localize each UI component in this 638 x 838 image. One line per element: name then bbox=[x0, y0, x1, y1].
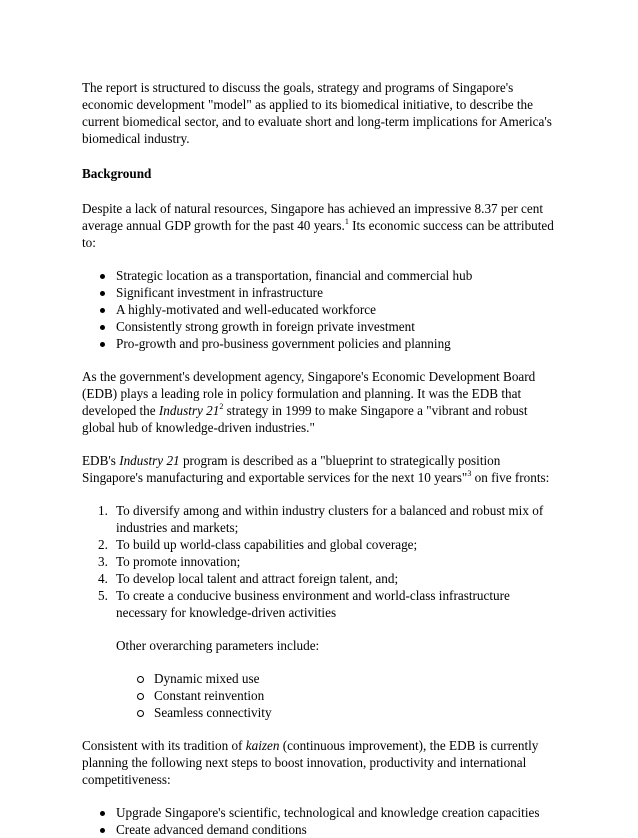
edb-text-after: strategy in 1999 to make Singapore a "vibrant and robust global hub of knowledge-driven industries." bbox=[82, 403, 528, 435]
list-item bbox=[82, 553, 557, 570]
list-item-text: Upgrade Singapore's scientific, technological and knowledge creation capacities bbox=[116, 805, 540, 820]
list-item bbox=[82, 284, 557, 301]
industry21-text-mid: program is described as a "blueprint to strategically position Singapore's manufacturing and exportable services for the next 10 years" bbox=[82, 453, 501, 485]
bullet-icon bbox=[100, 291, 105, 296]
success-factors-list bbox=[82, 267, 557, 352]
bullet-icon bbox=[100, 325, 105, 330]
bullet-icon bbox=[100, 828, 105, 833]
list-item-text: Seamless connectivity bbox=[154, 705, 272, 720]
circle-bullet-icon bbox=[137, 710, 144, 717]
next-steps-list bbox=[82, 804, 557, 838]
list-item bbox=[82, 587, 557, 621]
list-item-text: Consistently strong growth in foreign private investment bbox=[116, 319, 415, 334]
edb-paragraph bbox=[82, 368, 557, 436]
list-item-text: Dynamic mixed use bbox=[154, 671, 260, 686]
list-number: 1. bbox=[98, 503, 108, 518]
list-item bbox=[82, 267, 557, 284]
list-item bbox=[82, 318, 557, 335]
industry21-paragraph bbox=[82, 452, 557, 486]
circle-bullet-icon bbox=[137, 693, 144, 700]
list-item bbox=[82, 335, 557, 352]
industry21-italic: Industry 21 bbox=[119, 453, 180, 468]
parameters-list bbox=[82, 670, 557, 721]
list-item bbox=[82, 536, 557, 553]
footnote-ref-2: 2 bbox=[219, 402, 224, 411]
list-item-text: Pro-growth and pro-business government policies and planning bbox=[116, 336, 451, 351]
list-item-text: To promote innovation; bbox=[116, 554, 241, 569]
list-item bbox=[82, 502, 557, 536]
footnote-ref-1: 1 bbox=[344, 217, 349, 226]
fronts-list bbox=[82, 502, 557, 621]
bullet-icon bbox=[100, 308, 105, 313]
list-number: 2. bbox=[98, 537, 108, 552]
list-item bbox=[82, 804, 557, 821]
overarching-label: Other overarching parameters include: bbox=[116, 638, 320, 653]
list-item bbox=[82, 821, 557, 838]
industry21-text: EDB's bbox=[82, 453, 120, 468]
list-number: 4. bbox=[98, 571, 108, 586]
list-item bbox=[82, 301, 557, 318]
kaizen-text-after: (continuous improvement), the EDB is currently planning the following next steps to boost innovation, productivity and international competitiveness: bbox=[82, 738, 539, 787]
intro-paragraph: The report is structured to discuss the goals, strategy and programs of Singapore's economic development "model" as applied to its biomedical initiative, to describe the current biomedical sector, and to evaluate short and long-term implications for America's biomedical industry. bbox=[82, 80, 552, 146]
list-item bbox=[82, 704, 557, 721]
industry21-text-after: on five fronts: bbox=[471, 470, 550, 485]
circle-bullet-icon bbox=[137, 676, 144, 683]
list-item-text: To develop local talent and attract foreign talent, and; bbox=[116, 571, 399, 586]
list-item-text: Constant reinvention bbox=[154, 688, 265, 703]
list-item bbox=[82, 687, 557, 704]
background-text-after: Its economic success can be attributed to: bbox=[82, 218, 554, 250]
bullet-icon bbox=[100, 342, 105, 347]
document-body bbox=[82, 79, 557, 838]
background-heading: Background bbox=[82, 166, 152, 181]
kaizen-italic: kaizen bbox=[245, 738, 280, 753]
kaizen-paragraph bbox=[82, 737, 557, 788]
edb-text: As the government's development agency, Singapore's Economic Development Board (EDB) plays a leading role in policy formulation and planning. It was the EDB that developed the bbox=[82, 369, 536, 418]
list-item-text: To create a conducive business environment and world-class infrastructure necessary for knowledge-driven activities bbox=[116, 588, 510, 620]
background-paragraph bbox=[82, 200, 557, 251]
list-item-text: To build up world-class capabilities and global coverage; bbox=[116, 537, 418, 552]
list-item-text: To diversify among and within industry clusters for a balanced and robust mix of industries and markets; bbox=[116, 503, 544, 535]
list-number: 5. bbox=[98, 588, 108, 603]
bullet-icon bbox=[100, 274, 105, 279]
list-item-text: Significant investment in infrastructure bbox=[116, 285, 323, 300]
industry21-italic: Industry 21 bbox=[158, 403, 220, 418]
list-item-text: Strategic location as a transportation, financial and commercial hub bbox=[116, 268, 473, 283]
background-text: Despite a lack of natural resources, Singapore has achieved an impressive 8.37 per cent average annual GDP growth for the past 40 years. bbox=[82, 201, 544, 233]
list-item-text: Create advanced demand conditions bbox=[116, 822, 307, 837]
kaizen-text: Consistent with its tradition of bbox=[82, 738, 246, 753]
list-item-text: A highly-motivated and well-educated workforce bbox=[116, 302, 376, 317]
list-item bbox=[82, 570, 557, 587]
list-item bbox=[82, 670, 557, 687]
list-number: 3. bbox=[98, 554, 108, 569]
bullet-icon bbox=[100, 811, 105, 816]
footnote-ref-3: 3 bbox=[467, 469, 472, 478]
